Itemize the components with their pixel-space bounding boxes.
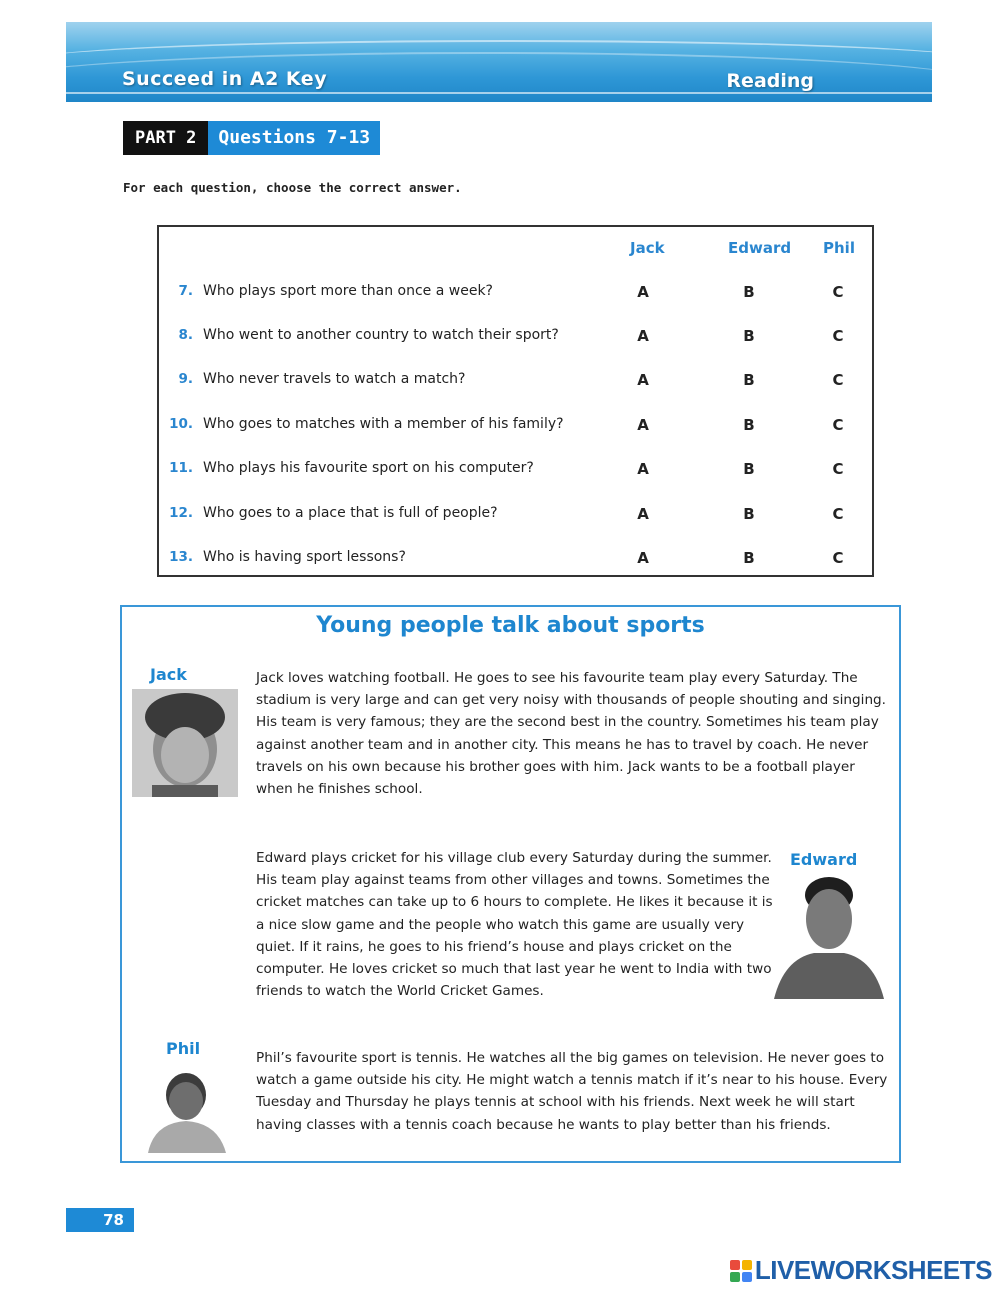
banner-line xyxy=(66,92,932,94)
logo-blocks-icon xyxy=(730,1260,752,1282)
phil-photo-image xyxy=(146,1067,230,1153)
instruction-text: For each question, choose the correct answer. xyxy=(123,180,462,195)
question-row xyxy=(159,416,872,446)
question-row xyxy=(159,505,872,535)
question-row xyxy=(159,460,872,490)
question-number: 13. xyxy=(169,549,193,565)
question-number: 9. xyxy=(178,371,193,387)
question-row xyxy=(159,327,872,357)
book-title: Succeed in A2 Key xyxy=(122,68,328,90)
question-text: Who goes to a place that is full of people? xyxy=(203,505,498,521)
page-number: 78 xyxy=(66,1208,134,1232)
question-text: Who plays sport more than once a week? xyxy=(203,283,493,299)
question-number: 10. xyxy=(169,416,193,432)
question-text: Who never travels to watch a match? xyxy=(203,371,466,387)
option-a[interactable]: A xyxy=(637,371,649,389)
option-b[interactable]: B xyxy=(743,505,755,523)
reading-text-box xyxy=(120,605,901,1163)
part-label: PART 2 xyxy=(123,121,208,155)
jack-photo-image xyxy=(132,689,238,797)
header-banner xyxy=(66,22,932,102)
liveworksheets-logo[interactable] xyxy=(730,1255,992,1286)
option-a[interactable]: A xyxy=(637,549,649,567)
question-row xyxy=(159,371,872,401)
jack-paragraph: Jack loves watching football. He goes to see his favourite team play every Saturday. The stadium is very large and can get very noisy with thousands of people shouting and singing. His team is very famous; they are the second best in the country. Sometimes his team play against another team and in another city. This means he has to travel by coach. He never travels on his own because his brother goes with him. Jack wants to be a football player when he finishes school. xyxy=(256,670,887,798)
option-c[interactable]: C xyxy=(832,371,844,389)
option-c[interactable]: C xyxy=(832,549,844,567)
person-name-phil: Phil xyxy=(166,1039,201,1058)
option-a[interactable]: A xyxy=(637,327,649,345)
reading-title: Young people talk about sports xyxy=(316,613,705,638)
option-a[interactable]: A xyxy=(637,460,649,478)
option-c[interactable]: C xyxy=(832,460,844,478)
part-questions: Questions 7-13 xyxy=(208,121,380,155)
edward-photo xyxy=(774,875,884,999)
question-table xyxy=(157,225,874,577)
person-name-jack: Jack xyxy=(150,665,187,684)
option-c[interactable]: C xyxy=(832,327,844,345)
question-text: Who went to another country to watch their sport? xyxy=(203,327,559,343)
question-number: 12. xyxy=(169,505,193,521)
question-number: 11. xyxy=(169,460,193,476)
phil-photo xyxy=(146,1067,230,1153)
option-b[interactable]: B xyxy=(743,416,755,434)
column-header-edward: Edward xyxy=(728,239,792,257)
option-b[interactable]: B xyxy=(743,460,755,478)
jack-photo xyxy=(132,689,238,797)
question-text: Who is having sport lessons? xyxy=(203,549,406,565)
question-number: 7. xyxy=(178,283,193,299)
column-header-jack: Jack xyxy=(630,239,665,257)
edward-photo-image xyxy=(774,875,884,999)
section-title: Reading xyxy=(726,70,814,92)
part-heading xyxy=(123,121,380,155)
option-a[interactable]: A xyxy=(637,505,649,523)
question-text: Who goes to matches with a member of his family? xyxy=(203,416,564,432)
option-c[interactable]: C xyxy=(832,505,844,523)
column-header-phil: Phil xyxy=(823,239,855,257)
option-a[interactable]: A xyxy=(637,416,649,434)
question-text: Who plays his favourite sport on his computer? xyxy=(203,460,534,476)
option-b[interactable]: B xyxy=(743,327,755,345)
brand-name: LIVEWORKSHEETS xyxy=(754,1255,992,1285)
edward-paragraph: Edward plays cricket for his village club every Saturday during the summer. His team play against teams from other villages and towns. Sometimes the cricket matches can take up to 6 hours to complete. He likes it because it is a nice slow game and the people who watch this game are usually very quiet. If it rains, he goes to his friend’s house and plays cricket on the computer. He loves cricket so much that last year he went to India with two friends to watch the World Cricket Games. xyxy=(256,850,773,1000)
question-row xyxy=(159,283,872,313)
option-a[interactable]: A xyxy=(637,283,649,301)
question-number: 8. xyxy=(178,327,193,343)
question-row xyxy=(159,549,872,579)
phil-paragraph: Phil’s favourite sport is tennis. He watches all the big games on television. He never goes to watch a game outside his city. He might watch a tennis match if it’s near to his house. Every Tuesday and Thursday he plays tennis at school with his friends. Next week he will start having classes with a tennis coach because he wants to play better than his friends. xyxy=(256,1050,888,1133)
person-name-edward: Edward xyxy=(790,850,858,869)
option-c[interactable]: C xyxy=(832,416,844,434)
option-b[interactable]: B xyxy=(743,283,755,301)
option-c[interactable]: C xyxy=(832,283,844,301)
option-b[interactable]: B xyxy=(743,371,755,389)
option-b[interactable]: B xyxy=(743,549,755,567)
